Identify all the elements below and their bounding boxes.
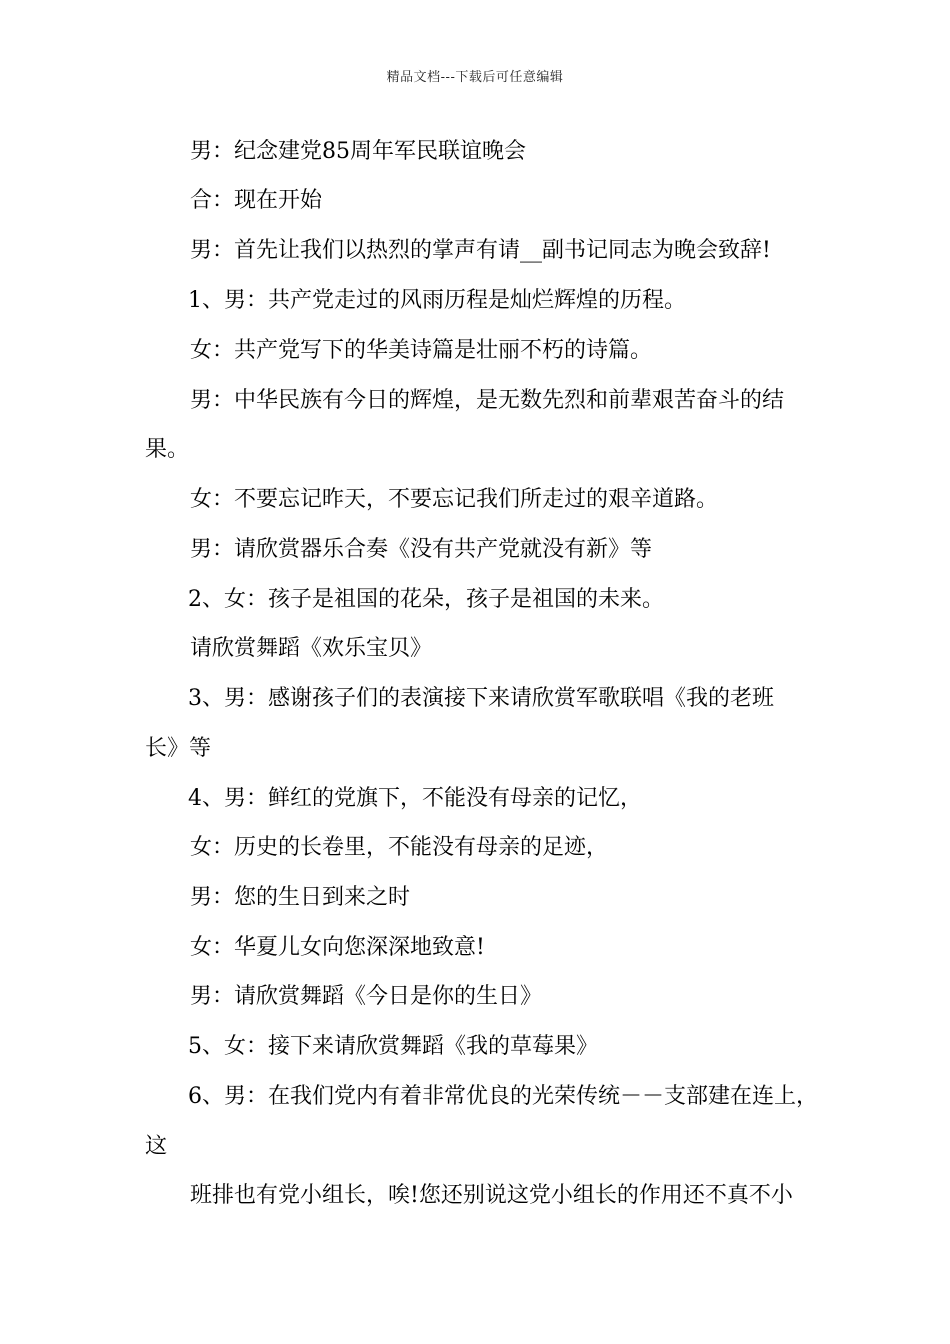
text-line: 合：现在开始 xyxy=(190,188,323,213)
text-line: 2、女：孩子是祖国的花朵，孩子是祖国的未来。 xyxy=(188,587,664,612)
text-line: 6、男：在我们党内有着非常优良的光荣传统－－支部建在连上， xyxy=(188,1084,818,1109)
text-line: 请欣赏舞蹈《欢乐宝贝》 xyxy=(190,636,433,661)
text-line: 男：请欣赏舞蹈《今日是你的生日》 xyxy=(190,984,543,1009)
text-line: 女：共产党写下的华美诗篇是壮丽不朽的诗篇。 xyxy=(190,338,653,363)
text-line: 女：华夏儿女向您深深地致意! xyxy=(190,935,485,960)
text-line: 班排也有党小组长，唉!您还别说这党小组长的作用还不真不小 xyxy=(190,1183,793,1208)
text-line: 5、女：接下来请欣赏舞蹈《我的草莓果》 xyxy=(188,1034,598,1059)
text-line: 3、男：感谢孩子们的表演接下来请欣赏军歌联唱《我的老班 xyxy=(188,686,774,711)
page-header: 精品文档---下载后可任意编辑 xyxy=(386,70,564,85)
text-line: 这 xyxy=(145,1134,168,1159)
text-line: 男：纪念建党85周年军民联谊晚会 xyxy=(190,139,526,164)
text-line: 长》等 xyxy=(145,736,212,761)
text-line: 男：您的生日到来之时 xyxy=(190,885,411,910)
text-line: 男：首先让我们以热烈的掌声有请__副书记同志为晚会致辞! xyxy=(190,238,771,263)
text-line: 女：不要忘记昨天，不要忘记我们所走过的艰辛道路。 xyxy=(190,487,719,512)
text-line: 女：历史的长卷里，不能没有母亲的足迹， xyxy=(190,835,609,860)
text-line: 果。 xyxy=(145,437,190,462)
text-line: 男：中华民族有今日的辉煌，是无数先烈和前辈艰苦奋斗的结 xyxy=(190,388,785,413)
text-line: 男：请欣赏器乐合奏《没有共产党就没有新》等 xyxy=(190,537,653,562)
text-line: 1、男：共产党走过的风雨历程是灿烂辉煌的历程。 xyxy=(188,288,686,313)
text-line: 4、男：鲜红的党旗下，不能没有母亲的记忆， xyxy=(188,786,642,811)
